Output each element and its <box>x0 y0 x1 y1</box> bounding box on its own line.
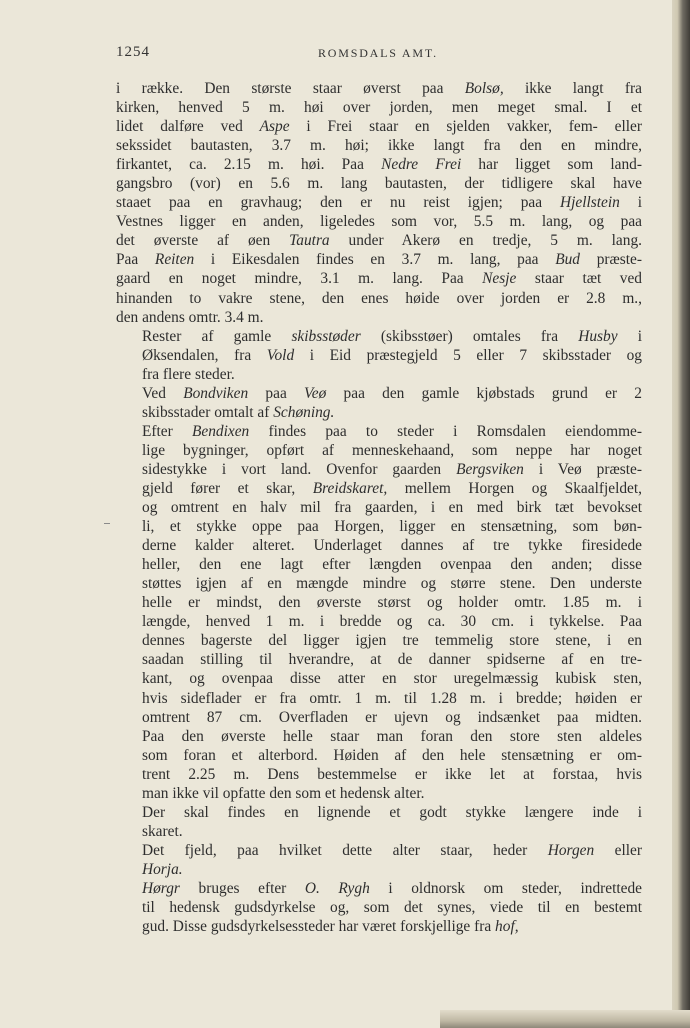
text-line <box>116 231 642 250</box>
text-run: kirken, henved 5 m. høi over jorden, men meget smal. I et <box>116 99 642 117</box>
page-number: 1254 <box>116 44 150 60</box>
page-header <box>116 44 642 64</box>
text-line <box>116 822 642 841</box>
text-run: i Eid præstegjeld 5 eller 7 skibsstader og <box>294 346 643 364</box>
text-line <box>116 689 642 708</box>
italic-term: Vold <box>266 346 295 364</box>
text-run: gaard en noget mindre, 3.1 m. lang. Paa <box>116 270 483 288</box>
text-line <box>116 212 642 231</box>
italic-term: Bud <box>555 251 580 269</box>
italic-term: Bondviken <box>183 384 249 402</box>
text-line <box>116 631 642 650</box>
text-line <box>116 193 642 212</box>
text-run: bruges efter <box>179 879 305 897</box>
page-bottom-edge <box>440 1010 690 1028</box>
text-line <box>116 174 642 193</box>
margin-mark <box>104 523 110 524</box>
text-run: man ikke vil opfatte den som et hedensk alter. <box>142 784 425 802</box>
italic-term: Schøning. <box>273 403 335 421</box>
paragraph <box>116 422 642 803</box>
paragraph <box>116 79 642 327</box>
text-line <box>116 498 642 517</box>
paragraph <box>116 803 642 841</box>
text-run: trent 2.25 m. Dens bestemmelse er ikke let at forstaa, hvis <box>142 765 642 783</box>
text-line <box>116 727 642 746</box>
text-run: i oldnorsk om steder, indrettede <box>369 879 643 897</box>
text-run: lidet dalføre ved <box>116 118 260 136</box>
text-line <box>116 136 642 155</box>
text-run: og omtrent en halv mil fra gaarden, i en med birk tæt bevokset <box>142 499 642 517</box>
text-run: paa den gamle kjøbstads grund er 2 <box>326 384 642 402</box>
text-run: hinanden to vakre stene, den enes høide over jorden er 2.8 m., <box>116 289 642 307</box>
text-line <box>116 460 642 479</box>
italic-term: Nesje <box>482 270 517 288</box>
text-run: Vestnes ligger en anden, ligeledes som vor, 5.5 m. lang, og paa <box>116 213 642 231</box>
text-run: har ligget som land- <box>461 156 642 174</box>
text-run: lige bygninger, opført af menneskehaand, som neppe har noget <box>142 441 642 459</box>
text-run: heller, den ene lagt efter længden ovenpaa den anden; disse <box>142 556 642 574</box>
text-line <box>116 708 642 727</box>
text-run: Rester af gamle <box>142 327 292 345</box>
text-line <box>116 574 642 593</box>
italic-term: hof, <box>495 918 519 936</box>
text-line <box>116 879 642 898</box>
text-run: mellem Horgen og Skaalfjeldet, <box>387 479 643 497</box>
text-run: i Frei staar en sjelden vakker, fem- eller <box>289 118 642 136</box>
text-run: sekssidet bautasten, 3.7 m. høi; ikke langt fra den en mindre, <box>116 137 642 155</box>
text-run: i <box>617 327 642 345</box>
italic-term: Bolsø, <box>464 80 504 97</box>
text-run: den andens omtr. 3.4 m. <box>116 308 264 326</box>
text-run: staar tæt ved <box>516 270 642 288</box>
text-run: derne kalder alteret. Underlaget dannes af tre tykke firesidede <box>142 537 642 555</box>
text-line <box>116 155 642 174</box>
text-run: præste- <box>580 251 643 269</box>
text-line <box>116 765 642 784</box>
text-run: li, et stykke oppe paa Horgen, ligger en stensætning, som bøn- <box>142 518 642 536</box>
text-run: gud. Disse gudsdyrkelsessteder har været forskjellige fra <box>142 918 496 936</box>
text-run: under Akerø en tredje, 5 m. lang. <box>329 232 642 250</box>
running-title: ROMSDALS AMT. <box>318 46 438 60</box>
text-run: saadan stilling til hverandre, at de danner spidserne af en tre- <box>142 651 642 669</box>
italic-term: Hjellstein <box>559 194 620 212</box>
text-run: firkantet, ca. 2.15 m. høi. Paa <box>116 156 382 174</box>
text-run: det øverste af øen <box>116 232 290 250</box>
italic-term: Nedre Frei <box>381 156 462 174</box>
text-run: i Eikesdalen findes en 3.7 m. lang, paa <box>194 251 556 269</box>
italic-term: Horgen <box>547 841 595 859</box>
text-run: som foran et alterbord. Høiden af den hele stensætning er om- <box>142 746 642 764</box>
italic-term: Reiten <box>154 251 195 269</box>
italic-term: Horja. <box>142 860 183 878</box>
text-run: dennes bagerste del ligger igjen tre temmelig store stene, i en <box>142 632 642 650</box>
text-line <box>116 308 642 327</box>
italic-term: Bergsviken <box>456 460 524 478</box>
text-line <box>116 784 642 803</box>
text-run: omtrent 87 cm. Overfladen er ujevn og indsænket paa midten. <box>142 708 642 726</box>
text-line <box>116 346 642 365</box>
text-run: Der skal findes en lignende et godt stykke længere inde i <box>142 803 642 821</box>
text-line <box>116 650 642 669</box>
text-line <box>116 289 642 308</box>
text-run: fra flere steder. <box>142 365 235 383</box>
text-run: skaret. <box>142 822 183 840</box>
text-line <box>116 593 642 612</box>
text-line <box>116 746 642 765</box>
text-line <box>116 384 642 403</box>
text-run: støttes igjen af en mængde mindre og større stene. Den underste <box>142 575 642 593</box>
text-run: Ved <box>142 384 184 402</box>
text-line <box>116 860 642 879</box>
text-run: Paa den øverste helle staar man foran den store sten aldeles <box>142 727 642 745</box>
text-run: i Veø præste- <box>523 460 642 478</box>
paragraph <box>116 384 642 422</box>
text-line <box>116 479 642 498</box>
text-run: i række. Den største staar øverst paa <box>116 80 465 97</box>
text-run: sidestykke i vort land. Ovenfor gaarden <box>142 460 457 478</box>
paragraph <box>116 841 642 879</box>
italic-term: O. Rygh <box>304 879 370 897</box>
text-line <box>116 441 642 460</box>
italic-term: Bendixen <box>192 422 250 440</box>
text-line <box>116 841 642 860</box>
text-run: længde, henved 1 m. i bredde og ca. 30 cm. i tykkelse. Paa <box>142 613 642 631</box>
text-run: til hedensk gudsdyrkelse og, som det synes, viede til en bestemt <box>142 899 642 917</box>
text-run: hvis sideflader er fra omtr. 1 m. til 1.28 m. i bredde; høiden er <box>142 689 642 707</box>
italic-term: skibsstøder <box>291 327 361 345</box>
text-line <box>116 269 642 288</box>
italic-term: Aspe <box>259 118 290 136</box>
text-run: i <box>619 194 642 212</box>
text-run: findes paa to steder i Romsdalen eiendomme- <box>249 422 643 440</box>
page-edge <box>672 0 690 1028</box>
text-run: staaet paa en gravhaug; den er nu reist igjen; paa <box>116 194 560 212</box>
text-line <box>116 403 642 422</box>
text-run: Øksendalen, fra <box>142 346 267 364</box>
text-run: Efter <box>142 422 192 440</box>
italic-term: Husby <box>578 327 618 345</box>
italic-term: Veø <box>304 384 327 402</box>
text-line <box>116 327 642 346</box>
text-line <box>116 917 642 936</box>
text-run: Det fjeld, paa hvilket dette alter staar, heder <box>142 841 548 859</box>
text-run: paa <box>248 384 305 402</box>
text-run: ikke langt fra <box>503 80 642 97</box>
paragraph <box>116 879 642 936</box>
text-run: helle er mindst, den øverste størst og holder omtr. 1.85 m. i <box>142 594 642 612</box>
text-line <box>116 555 642 574</box>
text-run: Paa <box>116 251 155 269</box>
text-line <box>116 117 642 136</box>
italic-term: Breidskaret, <box>312 479 388 497</box>
text-line <box>116 536 642 555</box>
text-line <box>116 898 642 917</box>
text-run: eller <box>594 841 642 859</box>
text-run: kant, og ovenpaa disse atter en stor uregelmæssig kubisk sten, <box>142 670 642 688</box>
text-line <box>116 365 642 384</box>
text-line <box>116 422 642 441</box>
italic-term: Hørgr <box>142 879 180 897</box>
italic-term: Tautra <box>289 232 330 250</box>
text-run: skibsstader omtalt af <box>142 403 274 421</box>
text-run: gjeld fører et skar, <box>142 479 313 497</box>
text-line <box>116 250 642 269</box>
text-line <box>116 669 642 688</box>
text-line <box>116 803 642 822</box>
text-run: (skibsstøer) omtales fra <box>360 327 579 345</box>
body-text <box>116 79 642 936</box>
paragraph <box>116 327 642 384</box>
text-line <box>116 79 642 98</box>
text-run: gangsbro (vor) en 5.6 m. lang bautasten, der tidligere skal have <box>116 175 642 193</box>
text-line <box>116 98 642 117</box>
text-line <box>116 517 642 536</box>
text-line <box>116 612 642 631</box>
